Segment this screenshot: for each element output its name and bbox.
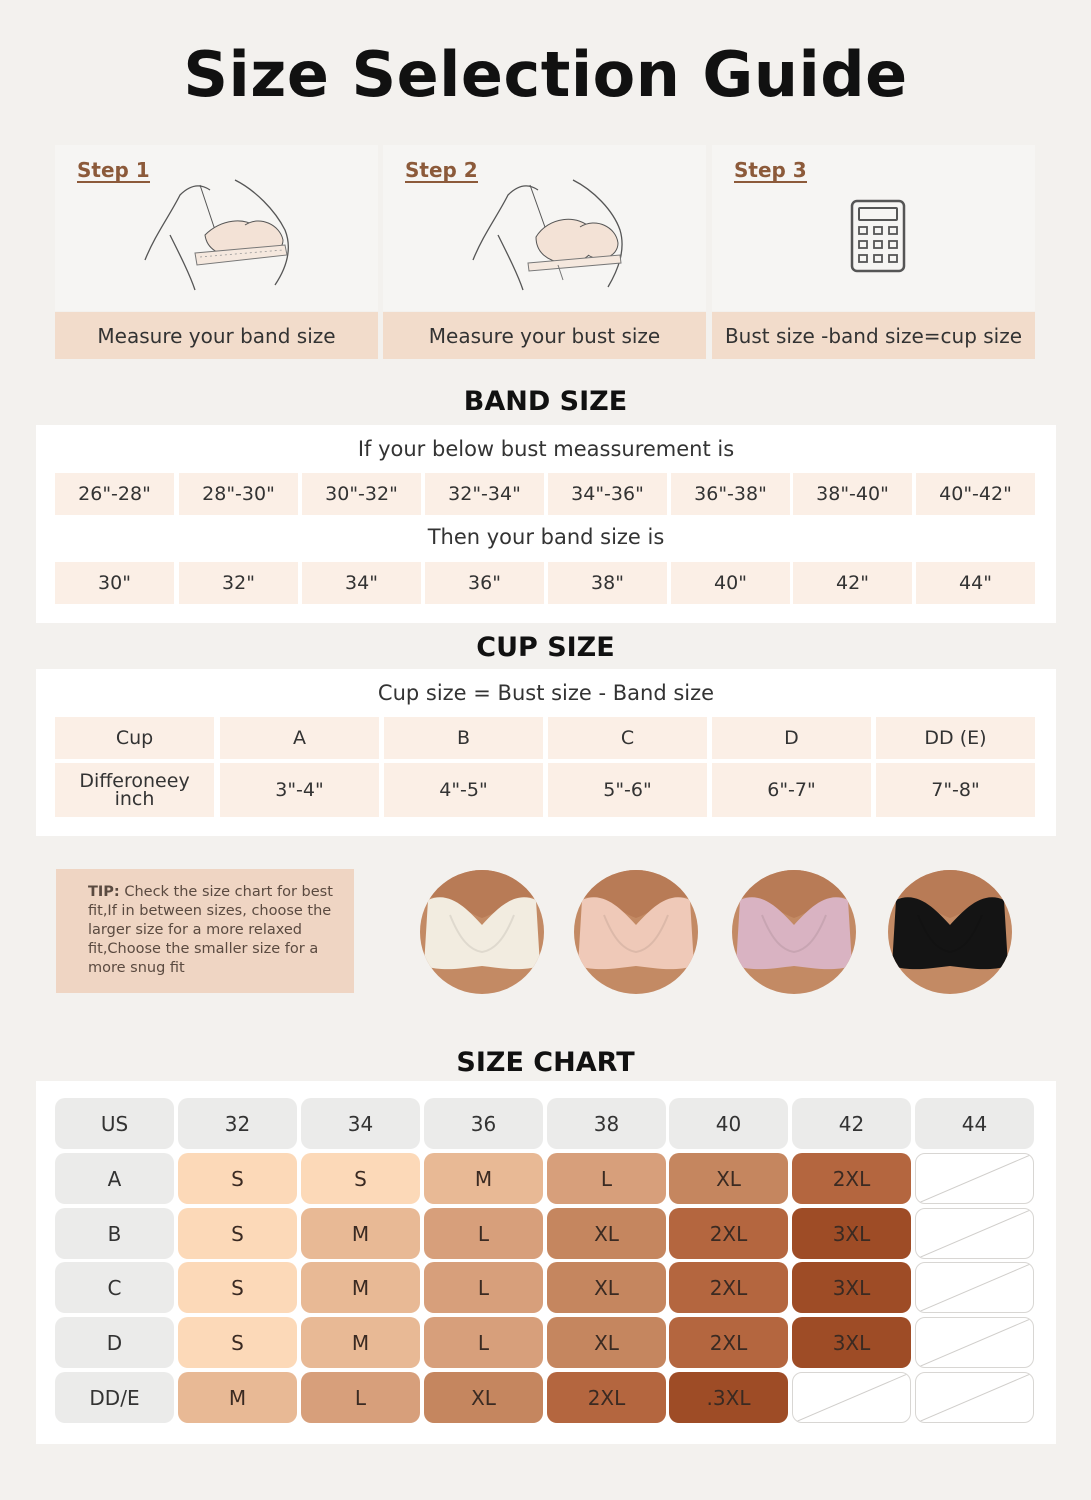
size-chart-band-header: 40 bbox=[669, 1098, 788, 1149]
step-1-caption: Measure your band size bbox=[55, 312, 378, 359]
size-chart-cup-header: A bbox=[55, 1153, 174, 1204]
cup-letter-cell: DD (E) bbox=[876, 717, 1035, 759]
size-chart-cell: 3XL bbox=[792, 1317, 911, 1368]
beige-bra-image bbox=[420, 870, 544, 994]
size-chart-cell: L bbox=[424, 1317, 543, 1368]
pink-bra-image bbox=[732, 870, 856, 994]
band-size-cell: 34" bbox=[302, 562, 421, 604]
empty-slash-icon bbox=[916, 1262, 1033, 1313]
band-size-cell: 30" bbox=[55, 562, 174, 604]
size-chart-cell: S bbox=[178, 1208, 297, 1259]
difference-label-line1: Differoneey bbox=[79, 770, 190, 792]
band-measurement-cell: 30"-32" bbox=[302, 473, 421, 515]
size-chart-empty-cell bbox=[915, 1208, 1034, 1259]
empty-slash-icon bbox=[916, 1208, 1033, 1259]
band-size-then-text: Then your band size is bbox=[427, 525, 665, 549]
band-size-intro: If your below bust meassurement is bbox=[357, 437, 735, 461]
size-chart-cell: 3XL bbox=[792, 1208, 911, 1259]
size-chart-cell: XL bbox=[547, 1262, 666, 1313]
size-chart-cell: M bbox=[301, 1208, 420, 1259]
step-2-card bbox=[383, 145, 706, 359]
cup-letter-cell: D bbox=[712, 717, 871, 759]
band-size-title: BAND SIZE bbox=[463, 386, 628, 417]
band-measurement-cell: 32"-34" bbox=[425, 473, 544, 515]
size-chart-cell: S bbox=[178, 1262, 297, 1313]
beige-bra-icon bbox=[420, 870, 544, 994]
band-measurement-cell: 28"-30" bbox=[179, 473, 298, 515]
band-measurement-cell: 40"-42" bbox=[916, 473, 1035, 515]
step-1-label: Step 1 bbox=[77, 158, 150, 182]
empty-slash-icon bbox=[916, 1153, 1033, 1204]
cup-letter-cell: A bbox=[220, 717, 379, 759]
band-size-cell: 44" bbox=[916, 562, 1035, 604]
size-chart-cell: 2XL bbox=[792, 1153, 911, 1204]
step-3-card bbox=[712, 145, 1035, 359]
size-chart-cell: XL bbox=[547, 1317, 666, 1368]
size-chart-band-header: 32 bbox=[178, 1098, 297, 1149]
difference-label-line2: inch bbox=[114, 788, 155, 810]
cup-size-formula: Cup size = Bust size - Band size bbox=[377, 681, 715, 705]
band-measure-illustration bbox=[135, 175, 305, 295]
size-chart-title: SIZE CHART bbox=[456, 1047, 635, 1078]
cup-letter-cell: B bbox=[384, 717, 543, 759]
size-chart-corner-cell: US bbox=[55, 1098, 174, 1149]
size-chart-band-header: 42 bbox=[792, 1098, 911, 1149]
step-3-caption: Bust size -band size=cup size bbox=[712, 312, 1035, 359]
tip-label: TIP: bbox=[88, 884, 120, 900]
size-chart-cell: M bbox=[301, 1317, 420, 1368]
calculator-icon bbox=[850, 199, 906, 273]
size-chart-empty-cell bbox=[915, 1317, 1034, 1368]
band-size-cell: 36" bbox=[425, 562, 544, 604]
size-chart-cell: 3XL bbox=[792, 1262, 911, 1313]
cup-letter-cell: C bbox=[548, 717, 707, 759]
size-chart-cell: L bbox=[424, 1262, 543, 1313]
pink-bra-icon bbox=[732, 870, 856, 994]
size-chart-cell: S bbox=[178, 1317, 297, 1368]
cup-difference-cell: 6"-7" bbox=[712, 763, 871, 817]
step-1-card bbox=[55, 145, 378, 359]
size-chart-cell: XL bbox=[424, 1372, 543, 1423]
size-chart-cell: 2XL bbox=[669, 1317, 788, 1368]
size-chart-cell: L bbox=[301, 1372, 420, 1423]
size-chart-band-header: 38 bbox=[547, 1098, 666, 1149]
cup-difference-cell: 4"-5" bbox=[384, 763, 543, 817]
cup-size-title: CUP SIZE bbox=[476, 632, 615, 663]
cup-difference-cell: 7"-8" bbox=[876, 763, 1035, 817]
cup-difference-cell: 3"-4" bbox=[220, 763, 379, 817]
black-bra-icon bbox=[888, 870, 1012, 994]
size-chart-empty-cell bbox=[915, 1153, 1034, 1204]
size-chart-cell: 2XL bbox=[669, 1208, 788, 1259]
size-chart-cell: M bbox=[178, 1372, 297, 1423]
nude-bra-image bbox=[574, 870, 698, 994]
band-size-cell: 38" bbox=[548, 562, 667, 604]
cup-size-panel bbox=[36, 669, 1056, 836]
band-size-panel bbox=[36, 425, 1056, 623]
band-measurement-cell: 36"-38" bbox=[671, 473, 790, 515]
empty-slash-icon bbox=[793, 1372, 910, 1423]
band-size-cell: 32" bbox=[179, 562, 298, 604]
band-size-cell: 42" bbox=[793, 562, 912, 604]
cup-difference-cell: 5"-6" bbox=[548, 763, 707, 817]
empty-slash-icon bbox=[916, 1317, 1033, 1368]
page-title: Size Selection Guide bbox=[183, 38, 908, 111]
band-measurement-cell: 26"-28" bbox=[55, 473, 174, 515]
bust-measure-illustration bbox=[468, 175, 638, 295]
size-chart-cell: M bbox=[424, 1153, 543, 1204]
size-chart-cell: S bbox=[178, 1153, 297, 1204]
tip-box bbox=[56, 869, 354, 993]
nude-bra-icon bbox=[574, 870, 698, 994]
size-chart-cell: 2XL bbox=[669, 1262, 788, 1313]
size-chart-cell: XL bbox=[669, 1153, 788, 1204]
size-chart-cell: M bbox=[301, 1262, 420, 1313]
step-2-caption: Measure your bust size bbox=[383, 312, 706, 359]
size-chart-empty-cell bbox=[792, 1372, 911, 1423]
black-bra-image bbox=[888, 870, 1012, 994]
size-chart-cell: L bbox=[547, 1153, 666, 1204]
size-chart-band-header: 44 bbox=[915, 1098, 1034, 1149]
size-chart-cell: 2XL bbox=[547, 1372, 666, 1423]
size-chart-panel bbox=[36, 1081, 1056, 1444]
size-chart-cup-header: DD/E bbox=[55, 1372, 174, 1423]
size-chart-cell: .3XL bbox=[669, 1372, 788, 1423]
step-3-label: Step 3 bbox=[734, 158, 807, 182]
size-chart-cell: XL bbox=[547, 1208, 666, 1259]
band-size-cell: 40" bbox=[671, 562, 790, 604]
size-chart-cup-header: D bbox=[55, 1317, 174, 1368]
band-measurement-cell: 34"-36" bbox=[548, 473, 667, 515]
size-chart-empty-cell bbox=[915, 1262, 1034, 1313]
cup-row-label: Cup bbox=[55, 717, 214, 759]
size-chart-cell: S bbox=[301, 1153, 420, 1204]
band-measurement-cell: 38"-40" bbox=[793, 473, 912, 515]
size-chart-empty-cell bbox=[915, 1372, 1034, 1423]
tip-text: Check the size chart for best fit,If in between sizes, choose the larger size for a more relaxed fit,Choose the smaller size for a more snug fit bbox=[88, 884, 333, 976]
size-chart-cell: L bbox=[424, 1208, 543, 1259]
size-chart-band-header: 34 bbox=[301, 1098, 420, 1149]
size-chart-cup-header: B bbox=[55, 1208, 174, 1259]
step-2-label: Step 2 bbox=[405, 158, 478, 182]
size-chart-band-header: 36 bbox=[424, 1098, 543, 1149]
difference-row-label bbox=[55, 763, 214, 817]
empty-slash-icon bbox=[916, 1372, 1033, 1423]
size-chart-cup-header: C bbox=[55, 1262, 174, 1313]
